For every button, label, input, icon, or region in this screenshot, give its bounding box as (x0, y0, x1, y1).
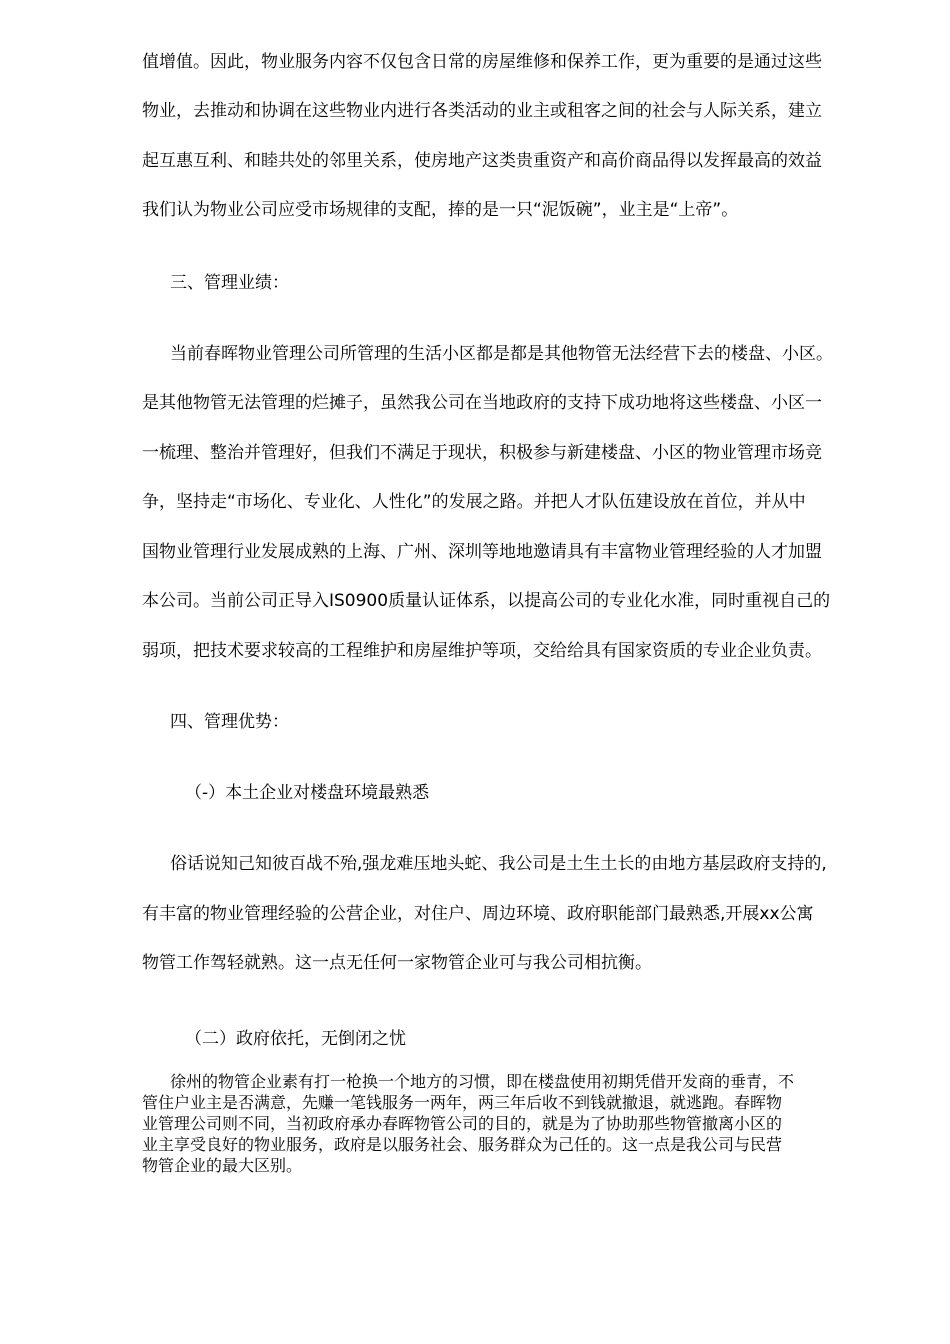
paragraph-line: 我们认为物业公司应受市场规律的支配，捧的是一只“泥饭碗”，业主是“上帝”。 (142, 200, 739, 220)
section-heading: 三、管理业绩： (170, 273, 289, 293)
sub-section-heading: （-）本土企业对楼盘环境最熟悉 (185, 783, 430, 803)
paragraph-line: 物管企业的最大区别。 (142, 1156, 303, 1175)
sub-section-heading: （二）政府依托，无倒闭之忧 (185, 1029, 406, 1049)
paragraph-line: 有丰富的物业管理经验的公营企业，对住户、周边环境、政府职能部门最熟悉,开展xx公寓 (142, 904, 814, 924)
paragraph-line: 一梳理、整治并管理好，但我们不满足于现状，积极参与新建楼盘、小区的物业管理市场竞 (142, 443, 822, 463)
paragraph-line: 业主享受良好的物业服务，政府是以服务社会、服务群众为己任的。这一点是我公司与民营 (142, 1135, 783, 1154)
paragraph-line: 徐州的物管企业素有打一枪换一个地方的习惯，即在楼盘使用初期凭借开发商的垂青，不 (170, 1072, 795, 1091)
paragraph-line: 国物业管理行业发展成熟的上海、广州、深圳等地地邀请具有丰富物业管理经验的人才加盟 (142, 542, 822, 562)
paragraph-line: 弱项，把技术要求较高的工程维护和房屋维护等项，交给给具有国家资质的专业企业负责。 (142, 641, 822, 661)
paragraph-line: 管住户业主是否满意，先赚一笔钱服务一两年，两三年后收不到钱就撤退，就逃跑。春晖物 (142, 1093, 783, 1112)
paragraph-line: 是其他物管无法管理的烂摊子，虽然我公司在当地政府的支持下成功地将这些楼盘、小区一 (142, 393, 822, 413)
paragraph-line: 业管理公司则不同，当初政府承办春晖物管公司的目的，就是为了协助那些物管撤离小区的 (142, 1114, 783, 1133)
paragraph-line: 当前春晖物业管理公司所管理的生活小区都是都是其他物管无法经营下去的楼盘、小区。 (170, 344, 833, 364)
paragraph-line: 值增值。因此，物业服务内容不仅包含日常的房屋维修和保养工作，更为重要的是通过这些 (142, 52, 822, 72)
paragraph-line: 起互惠互利、和睦共处的邻里关系，使房地产这类贵重资产和高价商品得以发挥最高的效益 (142, 151, 822, 171)
paragraph-line: 物管工作驾轻就熟。这一点无任何一家物管企业可与我公司相抗衡。 (142, 953, 652, 973)
paragraph-line: 俗话说知己知彼百战不殆,强龙难压地头蛇、我公司是土生土长的由地方基层政府支持的, (170, 854, 827, 874)
section-heading: 四、管理优势： (170, 712, 289, 732)
paragraph-line: 争，坚持走“市场化、专业化、人性化”的发展之路。并把人才队伍建设放在首位，并从中 (142, 492, 806, 512)
dense-paragraph (142, 1071, 882, 1176)
paragraph-line: 物业，去推动和协调在这些物业内进行各类活动的业主或租客之间的社会与人际关系，建立 (142, 101, 822, 121)
paragraph-line: 本公司。当前公司正导入IS0900质量认证体系，以提高公司的专业化水准，同时重视自己的 (142, 591, 831, 611)
